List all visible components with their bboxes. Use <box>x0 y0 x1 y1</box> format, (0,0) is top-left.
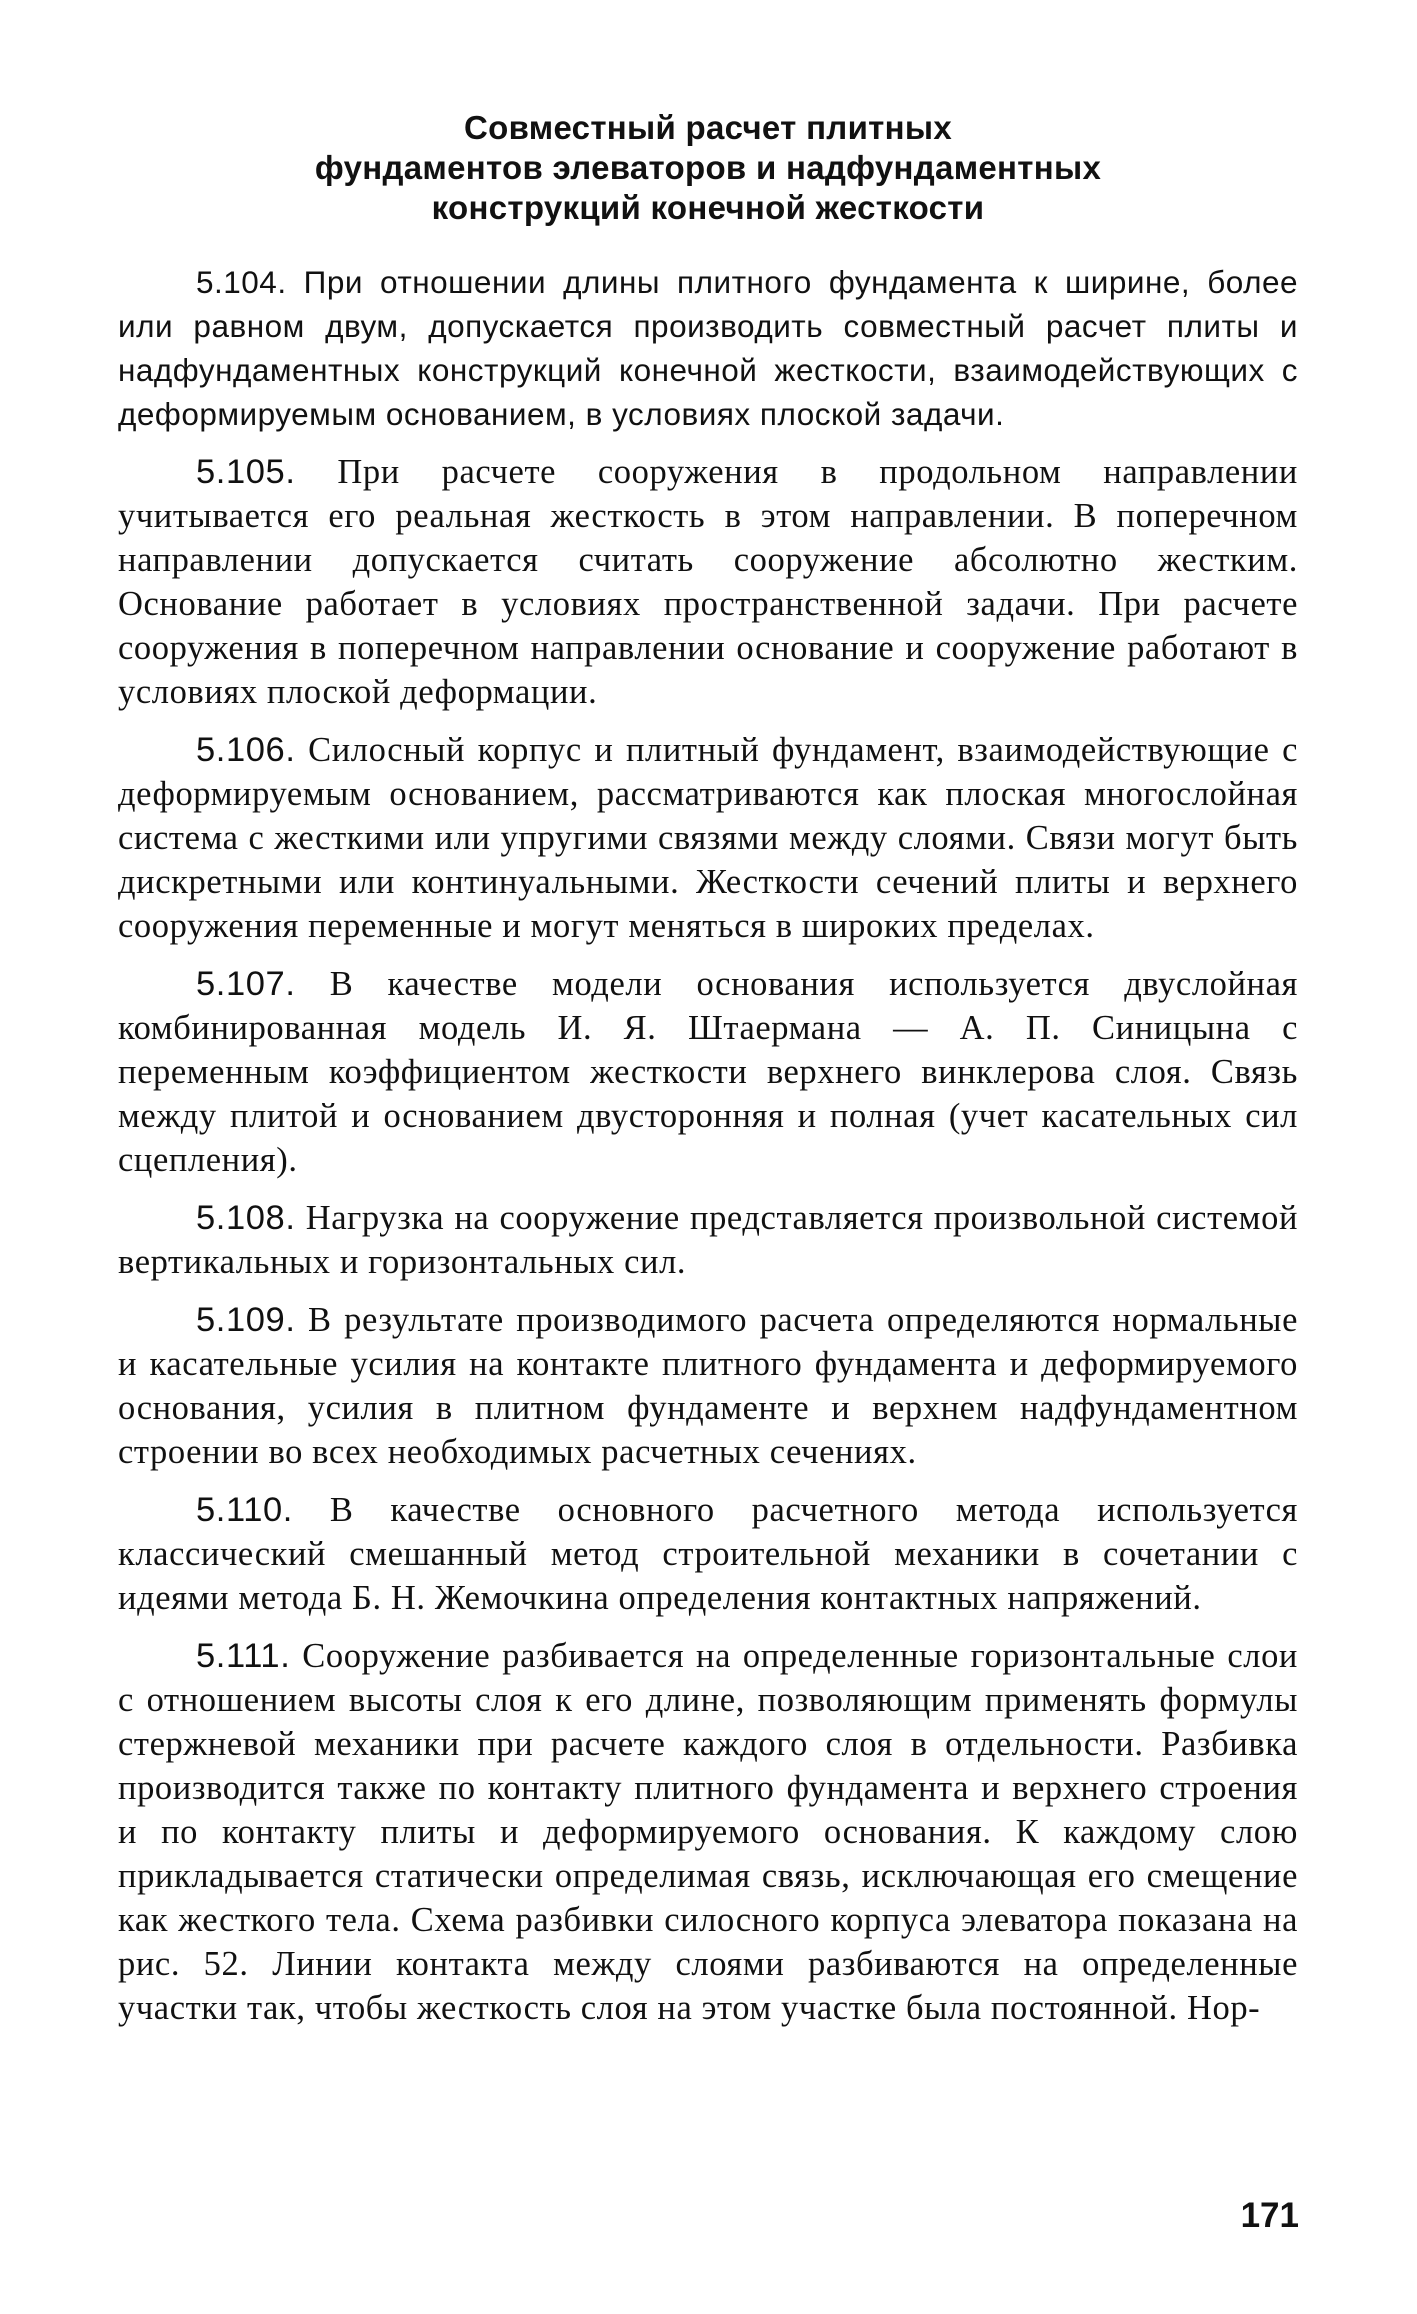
page-content <box>118 108 1298 2044</box>
heading-line-3: конструкций конечной жесткости <box>431 189 985 226</box>
paragraph-5-111 <box>118 1634 1298 2030</box>
heading-line-2: фундаментов элеваторов и надфундаментных <box>314 149 1102 186</box>
paragraph-text: При расчете сооружения в продольном направлении учитывается его реальная жесткость в этом направлении. В поперечном направлении допускается считать сооружение абсолютно жестким. Основание работает в условиях пространственной задачи. При расчете сооружения в поперечном направлении основание и сооружение работают в условиях плоской деформации. <box>118 453 1298 711</box>
paragraph-text: Нагрузка на сооружение представляется произвольной системой вертикальных и горизонтальных сил. <box>118 1199 1299 1281</box>
paragraph-5-110 <box>118 1488 1298 1620</box>
paragraph-number: 5.108. <box>196 1199 296 1237</box>
paragraph-5-104 <box>118 260 1298 436</box>
paragraph-text: В качестве основного расчетного метода используется классический смешанный метод строительной механики в сочетании с идеями метода Б. Н. Жемочкина определения контактных напряжений. <box>118 1491 1298 1617</box>
paragraph-number: 5.109. <box>196 1301 296 1339</box>
paragraph-5-106 <box>118 728 1298 948</box>
section-heading <box>118 108 1298 228</box>
paragraph-text: При отношении длины плитного фундамента к ширине, более или равном двум, допускается производить совместный расчет плиты и надфундаментных конструкций конечной жесткости, взаимодействующих с деформируемым основанием, в условиях плоской задачи. <box>118 264 1298 432</box>
paragraph-text: В результате производимого расчета определяются нормальные и касательные усилия на контакте плитного фундамента и деформируемого основания, усилия в плитном фундаменте и верхнем надфундаментном строении во всех необходимых расчетных сечениях. <box>118 1301 1298 1471</box>
paragraph-text: В качестве модели основания используется двуслойная комбинированная модель И. Я. Штаермана — А. П. Синицына с переменным коэффициентом жесткости верхнего винклерова слоя. Связь между плитой и основанием двусторонняя и полная (учет касательных сил сцепления). <box>118 965 1298 1179</box>
paragraph-number: 5.104. <box>196 264 287 300</box>
paragraph-5-107 <box>118 962 1298 1182</box>
page-number: 171 <box>1240 2196 1299 2235</box>
paragraph-5-105 <box>118 450 1298 714</box>
paragraph-number: 5.106. <box>196 731 296 769</box>
paragraph-text: Силосный корпус и плитный фундамент, взаимодействующие с деформируемым основанием, рассматриваются как плоская многослойная система с жесткими или упругими связями между слоями. Связи могут быть дискретными или континуальными. Жесткости сечений плиты и верхнего сооружения переменные и могут меняться в широких пределах. <box>118 731 1299 945</box>
paragraph-number: 5.111. <box>196 1637 291 1675</box>
paragraph-number: 5.107. <box>196 965 296 1003</box>
paragraph-number: 5.105. <box>196 453 296 491</box>
paragraph-5-109 <box>118 1298 1298 1474</box>
heading-line-1: Совместный расчет плитных <box>464 109 952 146</box>
paragraph-5-108 <box>118 1196 1298 1284</box>
paragraph-number: 5.110. <box>196 1491 293 1529</box>
paragraph-text: Сооружение разбивается на определенные горизонтальные слои с отношением высоты слоя к его длине, позволяющим применять формулы стержневой механики при расчете каждого слоя в отдельности. Разбивка производится также по контакту плитного фундамента и верхнего строения и по контакту плиты и деформируемого основания. К каждому слою прикладывается статически определимая связь, исключающая его смещение как жесткого тела. Схема разбивки силосного корпуса элеватора показана на рис. 52. Линии контакта между слоями разбиваются на определенные участки так, чтобы жесткость слоя на этом участке была постоянной. Нор- <box>118 1637 1298 2027</box>
